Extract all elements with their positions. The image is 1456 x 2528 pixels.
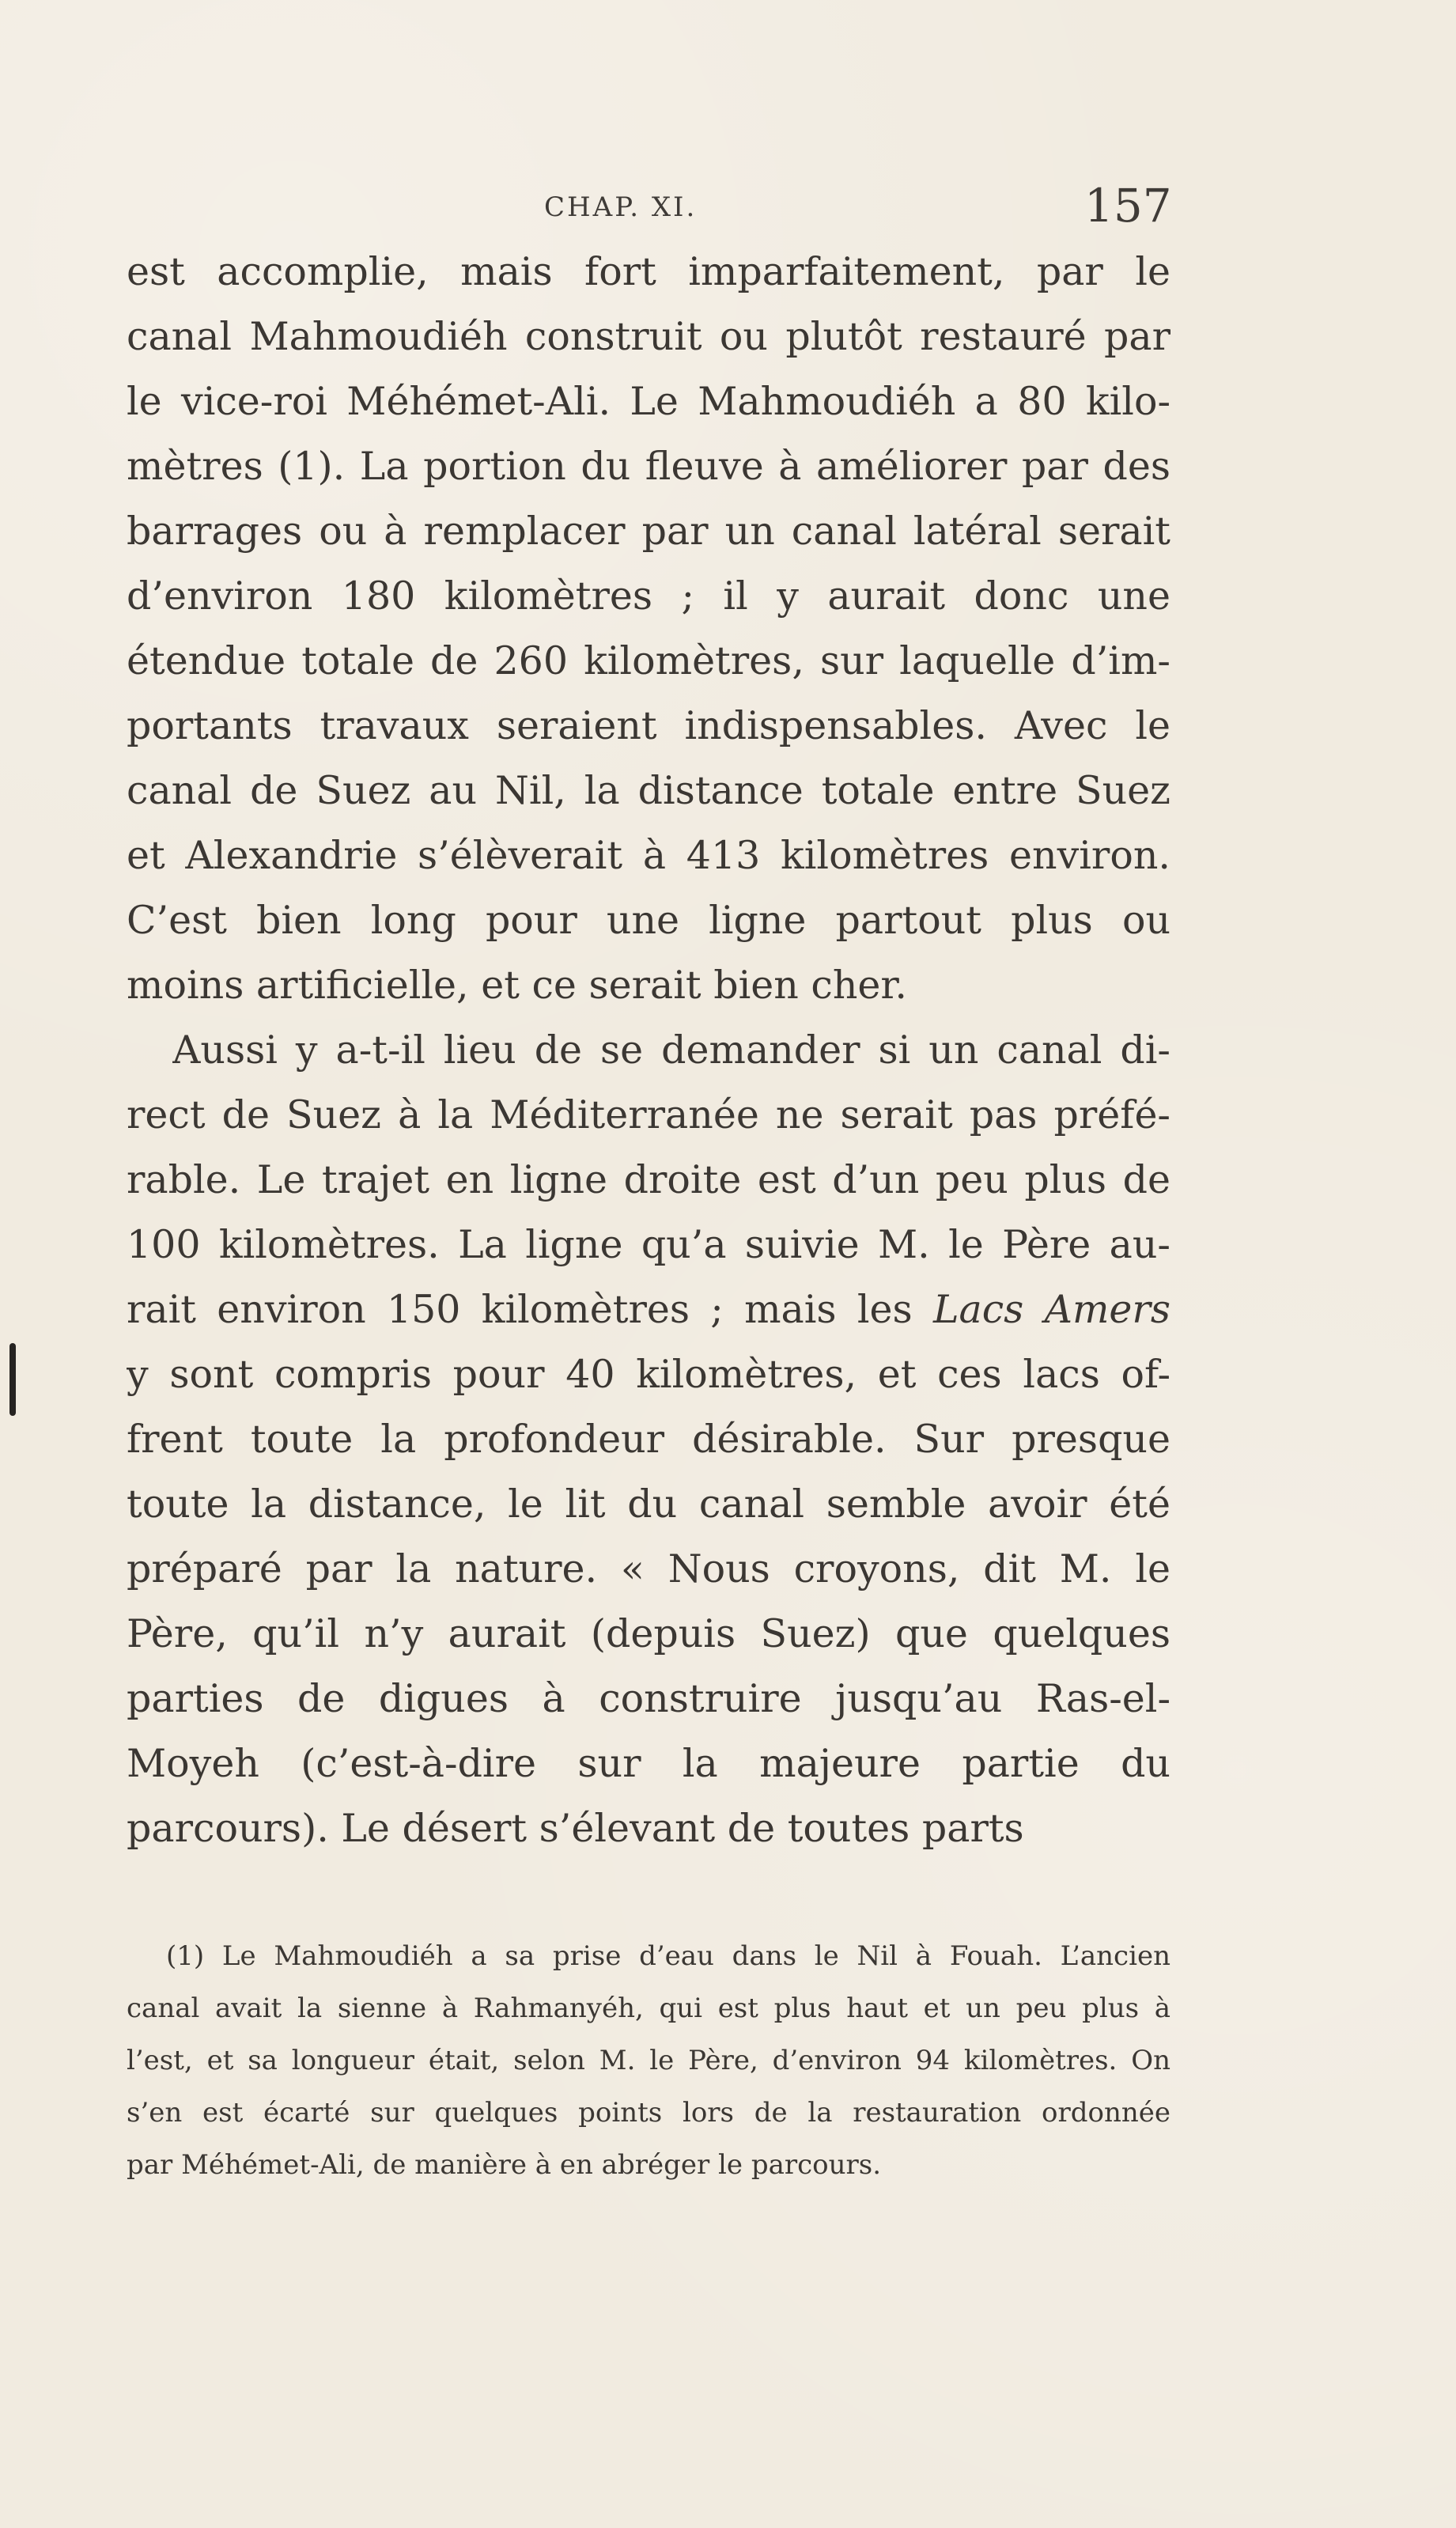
text-line: y sont compris pour 40 kilomètres, et ces lacs of- <box>127 1352 1170 1397</box>
text-line: mètres (1). La portion du fleuve à améliorer par des <box>127 444 1170 489</box>
text-line: moins artificielle, et ce serait bien cher. <box>127 963 907 1008</box>
text-line: canal de Suez au Nil, la distance totale entre Suez <box>127 768 1170 813</box>
page-number: 157 <box>1084 179 1172 233</box>
text-line: rect de Suez à la Méditerranée ne serait pas préfé- <box>127 1092 1170 1137</box>
footnote-line: (1) Le Mahmoudiéh a sa prise d’eau dans le Nil à Fouah. L’ancien <box>166 1940 1170 1972</box>
text-line: parcours). Le désert s’élevant de toutes parts <box>127 1806 1024 1851</box>
text-line: C’est bien long pour une ligne partout plus ou <box>127 898 1170 943</box>
running-head: CHAP. XI. <box>544 191 698 223</box>
text-fragment: rait environ 150 kilomètres ; mais les <box>127 1287 933 1332</box>
text-line <box>127 1280 1170 1340</box>
text-line: Aussi y a-t-il lieu de se demander si un canal di- <box>172 1027 1170 1073</box>
footnote-line: l’est, et sa longueur était, selon M. le Père, d’environ 94 kilomètres. On <box>127 2045 1170 2076</box>
text-line: est accomplie, mais fort imparfaitement, par le <box>127 249 1170 294</box>
text-line: parties de digues à construire jusqu’au Ras-el- <box>127 1676 1170 1721</box>
text-line: barrages ou à remplacer par un canal latéral serait <box>127 509 1170 554</box>
text-line: le vice-roi Méhémet-Ali. Le Mahmoudiéh a 80 kilo- <box>127 379 1170 424</box>
footnote-line: s’en est écarté sur quelques points lors de la restauration ordonnée <box>127 2097 1170 2129</box>
footnote-line: par Méhémet-Ali, de manière à en abréger le parcours. <box>127 2149 882 2181</box>
text-line: portants travaux seraient indispensables. Avec le <box>127 703 1170 748</box>
text-line: préparé par la nature. « Nous croyons, dit M. le <box>127 1546 1170 1591</box>
italic-phrase: Lacs Amers <box>932 1287 1170 1332</box>
text-line: canal Mahmoudiéh construit ou plutôt restauré par <box>127 314 1170 359</box>
text-line: Père, qu’il n’y aurait (depuis Suez) que quelques <box>127 1611 1170 1656</box>
text-line: 100 kilomètres. La ligne qu’a suivie M. le Père au- <box>127 1222 1170 1267</box>
text-line: rable. Le trajet en ligne droite est d’un peu plus de <box>127 1157 1170 1202</box>
text-line: toute la distance, le lit du canal semble avoir été <box>127 1482 1170 1527</box>
text-line: d’environ 180 kilomètres ; il y aurait donc une <box>127 573 1170 619</box>
text-line: et Alexandrie s’élèverait à 413 kilomètres environ. <box>127 833 1170 878</box>
margin-mark <box>9 1343 16 1416</box>
text-line: Moyeh (c’est-à-dire sur la majeure partie du <box>127 1741 1170 1786</box>
text-line: étendue totale de 260 kilomètres, sur laquelle d’im- <box>127 638 1170 683</box>
text-line: frent toute la profondeur désirable. Sur presque <box>127 1417 1170 1462</box>
footnote-line: canal avait la sienne à Rahmanyéh, qui est plus haut et un peu plus à <box>127 1993 1170 2024</box>
